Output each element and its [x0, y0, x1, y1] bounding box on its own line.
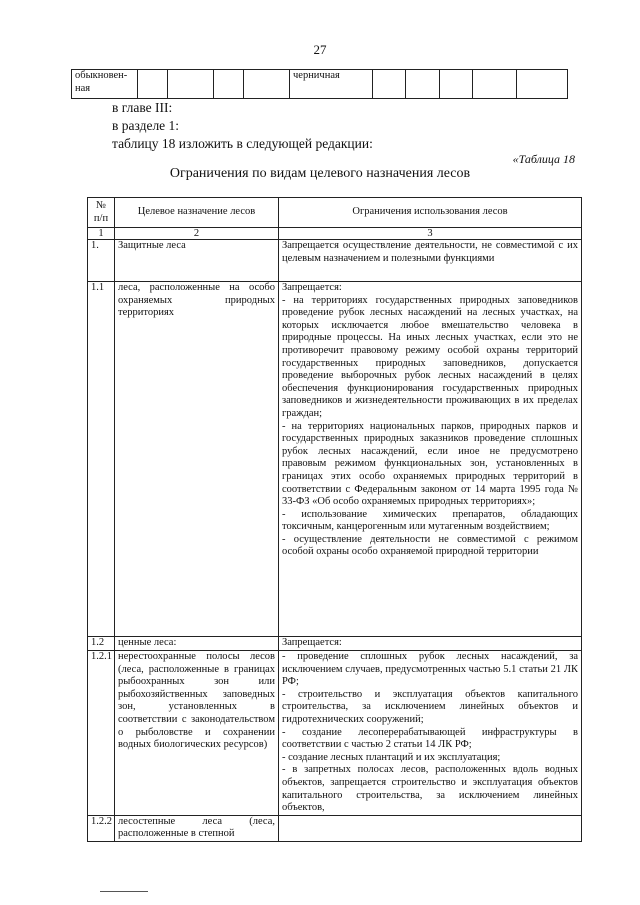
instruction-chapter: в главе III: [112, 100, 173, 115]
instruction-table: таблицу 18 изложить в следующей редакции: [112, 136, 373, 151]
footer-line [100, 891, 148, 892]
top-table-value-cell: черничная [290, 70, 373, 99]
table-row: 1.2.1 нерестоохранные полосы лесов (леса, расположенные в границах рыбоохранных зон или рыбохозяйственных заповедных зон, установленных в соответствии с законодательством о рыболовстве и сохранении водных биологических ресурсов) - проведение сплошных рубок лесных насаждений, за исключением случаев, предусмотренных частью 5.1 статьи 21 ЛК РФ; - строительство и эксплуатация объектов капитального строительства, за исключением линейных объектов и гидротехнических сооружений; - создание лесоперерабатывающей инфраструктуры в соответствии с частью 2 статьи 14 ЛК РФ; - создание лесных плантаций и их эксплуатация; - в запретных полосах лесов, расположенных вдоль водных объектов, запрещается строительство и эксплуатация объектов капитального строительства, за исключением линейных объектов, [88, 651, 582, 816]
table-header-row [88, 198, 582, 228]
table-row: 1. Защитные леса Запрещается осуществление деятельности, не совместимой с их целевым назначением и полезными функциями [88, 240, 582, 282]
page-number: 27 [313, 42, 327, 57]
header-purpose: Целевое назначение лесов [115, 198, 279, 228]
restrictions-table [87, 197, 582, 842]
header-number: № п/п [88, 198, 115, 228]
table-heading: Ограничения по видам целевого назначения лесов [169, 166, 471, 181]
top-table-fragment [71, 69, 568, 99]
table-row: 1.2 ценные леса: Запрещается: [88, 637, 582, 651]
column-number-row: 1 2 3 [88, 228, 582, 240]
instruction-section: в разделе 1: [112, 118, 180, 133]
table-row: 1.2.2 лесостепные леса (леса, расположенные в степной [88, 815, 582, 841]
table-caption: «Таблица 18 [512, 152, 575, 166]
top-table-word-cell: обыкновен- ная [72, 70, 138, 99]
table-row: 1.1 леса, расположенные на особо охраняемых природных территориях Запрещается: - на территориях государственных природных заповедников проведение рубок лесных насаждений на лесных участках, на которых исключается любое вмешательство человека в природные процессы. На иных лесных участках, если это не противоречит правовому режиму особой охраны территорий государственных природных заповедников, допускается проведение выборочных рубок лесных насаждений в целях обеспечения функционирования государственных природных заповедников и жизнедеятельности проживающих в их пределах граждан; - на территориях национальных парков, природных парков и государственных природных заказников проведение сплошных рубок лесных насаждений, если иное не предусмотрено правовым режимом функциональных зон, установленных в границах этих особо охраняемых природных территорий в соответствии с Федеральным законом от 14 марта 1995 года № 33-ФЗ «Об особо охраняемых природных территориях»; - использование химических препаратов, обладающих токсичным, канцерогенным или мутагенным воздействием; - осуществление деятельности не совместимой с режимом особой охраны особо охраняемой природной территории [88, 282, 582, 637]
header-restrictions: Ограничения использования лесов [279, 198, 582, 228]
